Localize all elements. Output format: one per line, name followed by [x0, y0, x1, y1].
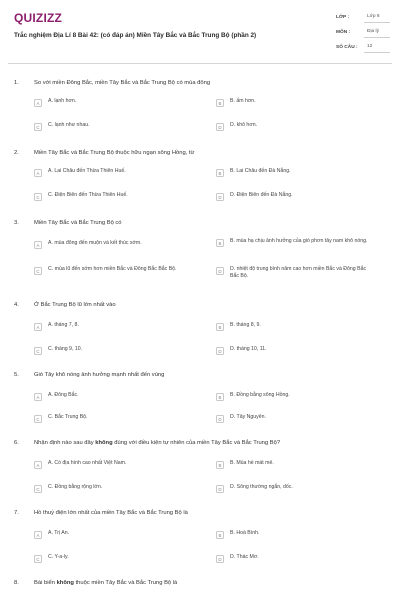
- option-text: D. tháng 10, 11.: [230, 346, 267, 352]
- option-letter: B: [216, 169, 224, 177]
- meta-value: Lớp 8: [364, 12, 390, 23]
- option-a[interactable]: [34, 322, 194, 331]
- option-text: D. Sông thường ngắn, dốc.: [230, 484, 293, 490]
- option-b[interactable]: [216, 460, 376, 469]
- option-a[interactable]: [34, 168, 194, 177]
- question-text: Hồ thuỷ điện lớn nhất của miền Tây Bắc và Bắc Trung Bộ là: [34, 510, 188, 516]
- option-d[interactable]: [216, 122, 376, 131]
- question-number: 3.: [14, 220, 19, 226]
- option-text: C. Bắc Trung Bộ.: [48, 414, 88, 420]
- option-b[interactable]: [216, 322, 376, 331]
- option-c[interactable]: [34, 266, 194, 275]
- option-a[interactable]: [34, 240, 194, 249]
- option-b[interactable]: [216, 98, 376, 107]
- option-letter: C: [34, 193, 42, 201]
- option-text: C. tháng 9, 10.: [48, 346, 83, 352]
- option-text: A. tháng 7, 8.: [48, 322, 79, 328]
- option-text: A. lạnh hơn.: [48, 98, 77, 104]
- option-text: D. Thác Mơ.: [230, 554, 259, 560]
- option-d[interactable]: [216, 346, 376, 355]
- option-letter: B: [216, 323, 224, 331]
- header-divider: [8, 63, 392, 64]
- option-text: D. khô hơn.: [230, 122, 258, 128]
- option-c[interactable]: [34, 414, 194, 423]
- question-text: Miền Tây Bắc và Bắc Trung Bộ thuộc hữu ngạn sông Hồng, từ: [34, 150, 195, 156]
- option-letter: C: [34, 415, 42, 423]
- option-text: C. Đồng bằng rộng lớn.: [48, 484, 103, 490]
- option-text: D. Tây Nguyên.: [230, 414, 266, 420]
- option-text: D. nhiệt độ trung bình năm cao hơn miền Bắc và Đông Bắc Bắc Bộ.: [230, 266, 367, 279]
- option-letter: C: [34, 123, 42, 131]
- option-text: B. mùa hạ chịu ảnh hưởng của gió phơn tây nam khô nóng.: [230, 238, 368, 244]
- option-letter: A: [34, 323, 42, 331]
- option-letter: D: [216, 267, 224, 275]
- option-c[interactable]: [34, 122, 194, 131]
- meta-value: Địa lý: [364, 27, 390, 38]
- option-letter: C: [34, 267, 42, 275]
- option-text: A. mùa đông đến muộn và kết thúc sớm.: [48, 240, 142, 246]
- question-number: 1.: [14, 80, 19, 86]
- meta-row-subject: [336, 27, 390, 38]
- option-letter: C: [34, 347, 42, 355]
- meta-label: SỐ CÂU :: [336, 45, 358, 50]
- question-text: Miền Tây Bắc và Bắc Trung Bộ có: [34, 220, 122, 226]
- option-letter: B: [216, 99, 224, 107]
- option-d[interactable]: [216, 266, 376, 279]
- meta-row-class: [336, 12, 390, 23]
- question-text: Ở Bắc Trung Bộ lũ lớn nhất vào: [34, 302, 116, 308]
- option-letter: B: [216, 461, 224, 469]
- option-b[interactable]: [216, 392, 376, 401]
- option-text: D. Điện Biên đến Đà Nẵng.: [230, 192, 293, 198]
- option-letter: D: [216, 123, 224, 131]
- question-text: [34, 580, 374, 586]
- question-text: Gió Tây khô nóng ảnh hưởng mạnh nhất đến vùng: [34, 372, 165, 378]
- option-b[interactable]: [216, 530, 376, 539]
- option-letter: B: [216, 531, 224, 539]
- option-letter: D: [216, 485, 224, 493]
- option-letter: D: [216, 347, 224, 355]
- option-a[interactable]: [34, 460, 194, 469]
- option-letter: A: [34, 99, 42, 107]
- option-letter: C: [34, 485, 42, 493]
- question-text-end: thuộc miền Tây Bắc và Bắc Trung Bộ là: [73, 580, 178, 586]
- option-letter: A: [34, 461, 42, 469]
- header: [0, 0, 400, 62]
- option-b[interactable]: [216, 168, 376, 177]
- option-text: A. Có địa hình cao nhất Việt Nam.: [48, 460, 127, 466]
- question-text: [34, 440, 374, 446]
- option-text: A. Đông Bắc.: [48, 392, 79, 398]
- question-number: 7.: [14, 510, 19, 516]
- option-text: B. tháng 8, 9.: [230, 322, 261, 328]
- option-c[interactable]: [34, 192, 194, 201]
- option-text: A. Lai Châu đến Thừa Thiên Huế.: [48, 168, 126, 174]
- option-letter: A: [34, 241, 42, 249]
- page-title: Trắc nghiệm Địa Lí 8 Bài 42: (có đáp án) Miền Tây Bắc và Bắc Trung Bộ (phần 2): [14, 32, 257, 39]
- question-text-start: Bài biển: [34, 580, 57, 586]
- option-c[interactable]: [34, 346, 194, 355]
- meta-info: [336, 12, 390, 57]
- question-text-end: đúng với điều kiện tự nhiên của miền Tây Bắc và Bắc Trung Bộ?: [112, 440, 281, 446]
- option-letter: D: [216, 555, 224, 563]
- option-c[interactable]: [34, 484, 194, 493]
- option-letter: D: [216, 193, 224, 201]
- option-text: C. Điện Biên đến Thừa Thiên Huế.: [48, 192, 128, 198]
- option-letter: D: [216, 415, 224, 423]
- question-number: 2.: [14, 150, 19, 156]
- meta-row-count: [336, 42, 390, 53]
- question-number: 6.: [14, 440, 19, 446]
- option-text: B. Lai Châu đến Đà Nẵng.: [230, 168, 291, 174]
- option-letter: B: [216, 393, 224, 401]
- option-a[interactable]: [34, 98, 194, 107]
- option-letter: A: [34, 393, 42, 401]
- meta-value: 12: [364, 42, 390, 53]
- option-text: B. Hoà Bình.: [230, 530, 260, 536]
- option-letter: A: [34, 531, 42, 539]
- option-a[interactable]: [34, 392, 194, 401]
- question-number: 8.: [14, 580, 19, 586]
- option-d[interactable]: [216, 554, 376, 563]
- option-letter: B: [216, 239, 224, 247]
- option-text: C. lạnh như nhau.: [48, 122, 90, 128]
- option-text: C. mùa lũ đến sớm hơn miền Bắc và Đông Bắc Bắc Bộ.: [48, 266, 177, 272]
- option-b[interactable]: [216, 238, 376, 247]
- option-letter: C: [34, 555, 42, 563]
- option-d[interactable]: [216, 414, 376, 423]
- option-text: B. Đồng bằng sông Hồng.: [230, 392, 290, 398]
- question-text-emphasis: không: [95, 440, 113, 446]
- option-d[interactable]: [216, 484, 376, 493]
- option-text: C. Y-a-ly.: [48, 554, 69, 560]
- question-text-start: Nhận định nào sau đây: [34, 440, 96, 446]
- quizizz-logo[interactable]: QUIZIZZ: [14, 11, 63, 25]
- question-number: 4.: [14, 302, 19, 308]
- option-c[interactable]: [34, 554, 194, 563]
- question-number: 5.: [14, 372, 19, 378]
- option-text: B. Mùa hè mát mẻ.: [230, 460, 274, 466]
- option-d[interactable]: [216, 192, 376, 201]
- question-text: So với miền Đông Bắc, miền Tây Bắc và Bắc Trung Bộ có mùa đông: [34, 80, 211, 86]
- option-letter: A: [34, 169, 42, 177]
- question-text-emphasis: không: [56, 580, 74, 586]
- option-a[interactable]: [34, 530, 194, 539]
- option-text: B. ấm hơn.: [230, 98, 256, 104]
- option-text: A. Trị An.: [48, 530, 70, 536]
- meta-label: LỚP :: [336, 15, 350, 20]
- meta-label: MÔN :: [336, 30, 351, 35]
